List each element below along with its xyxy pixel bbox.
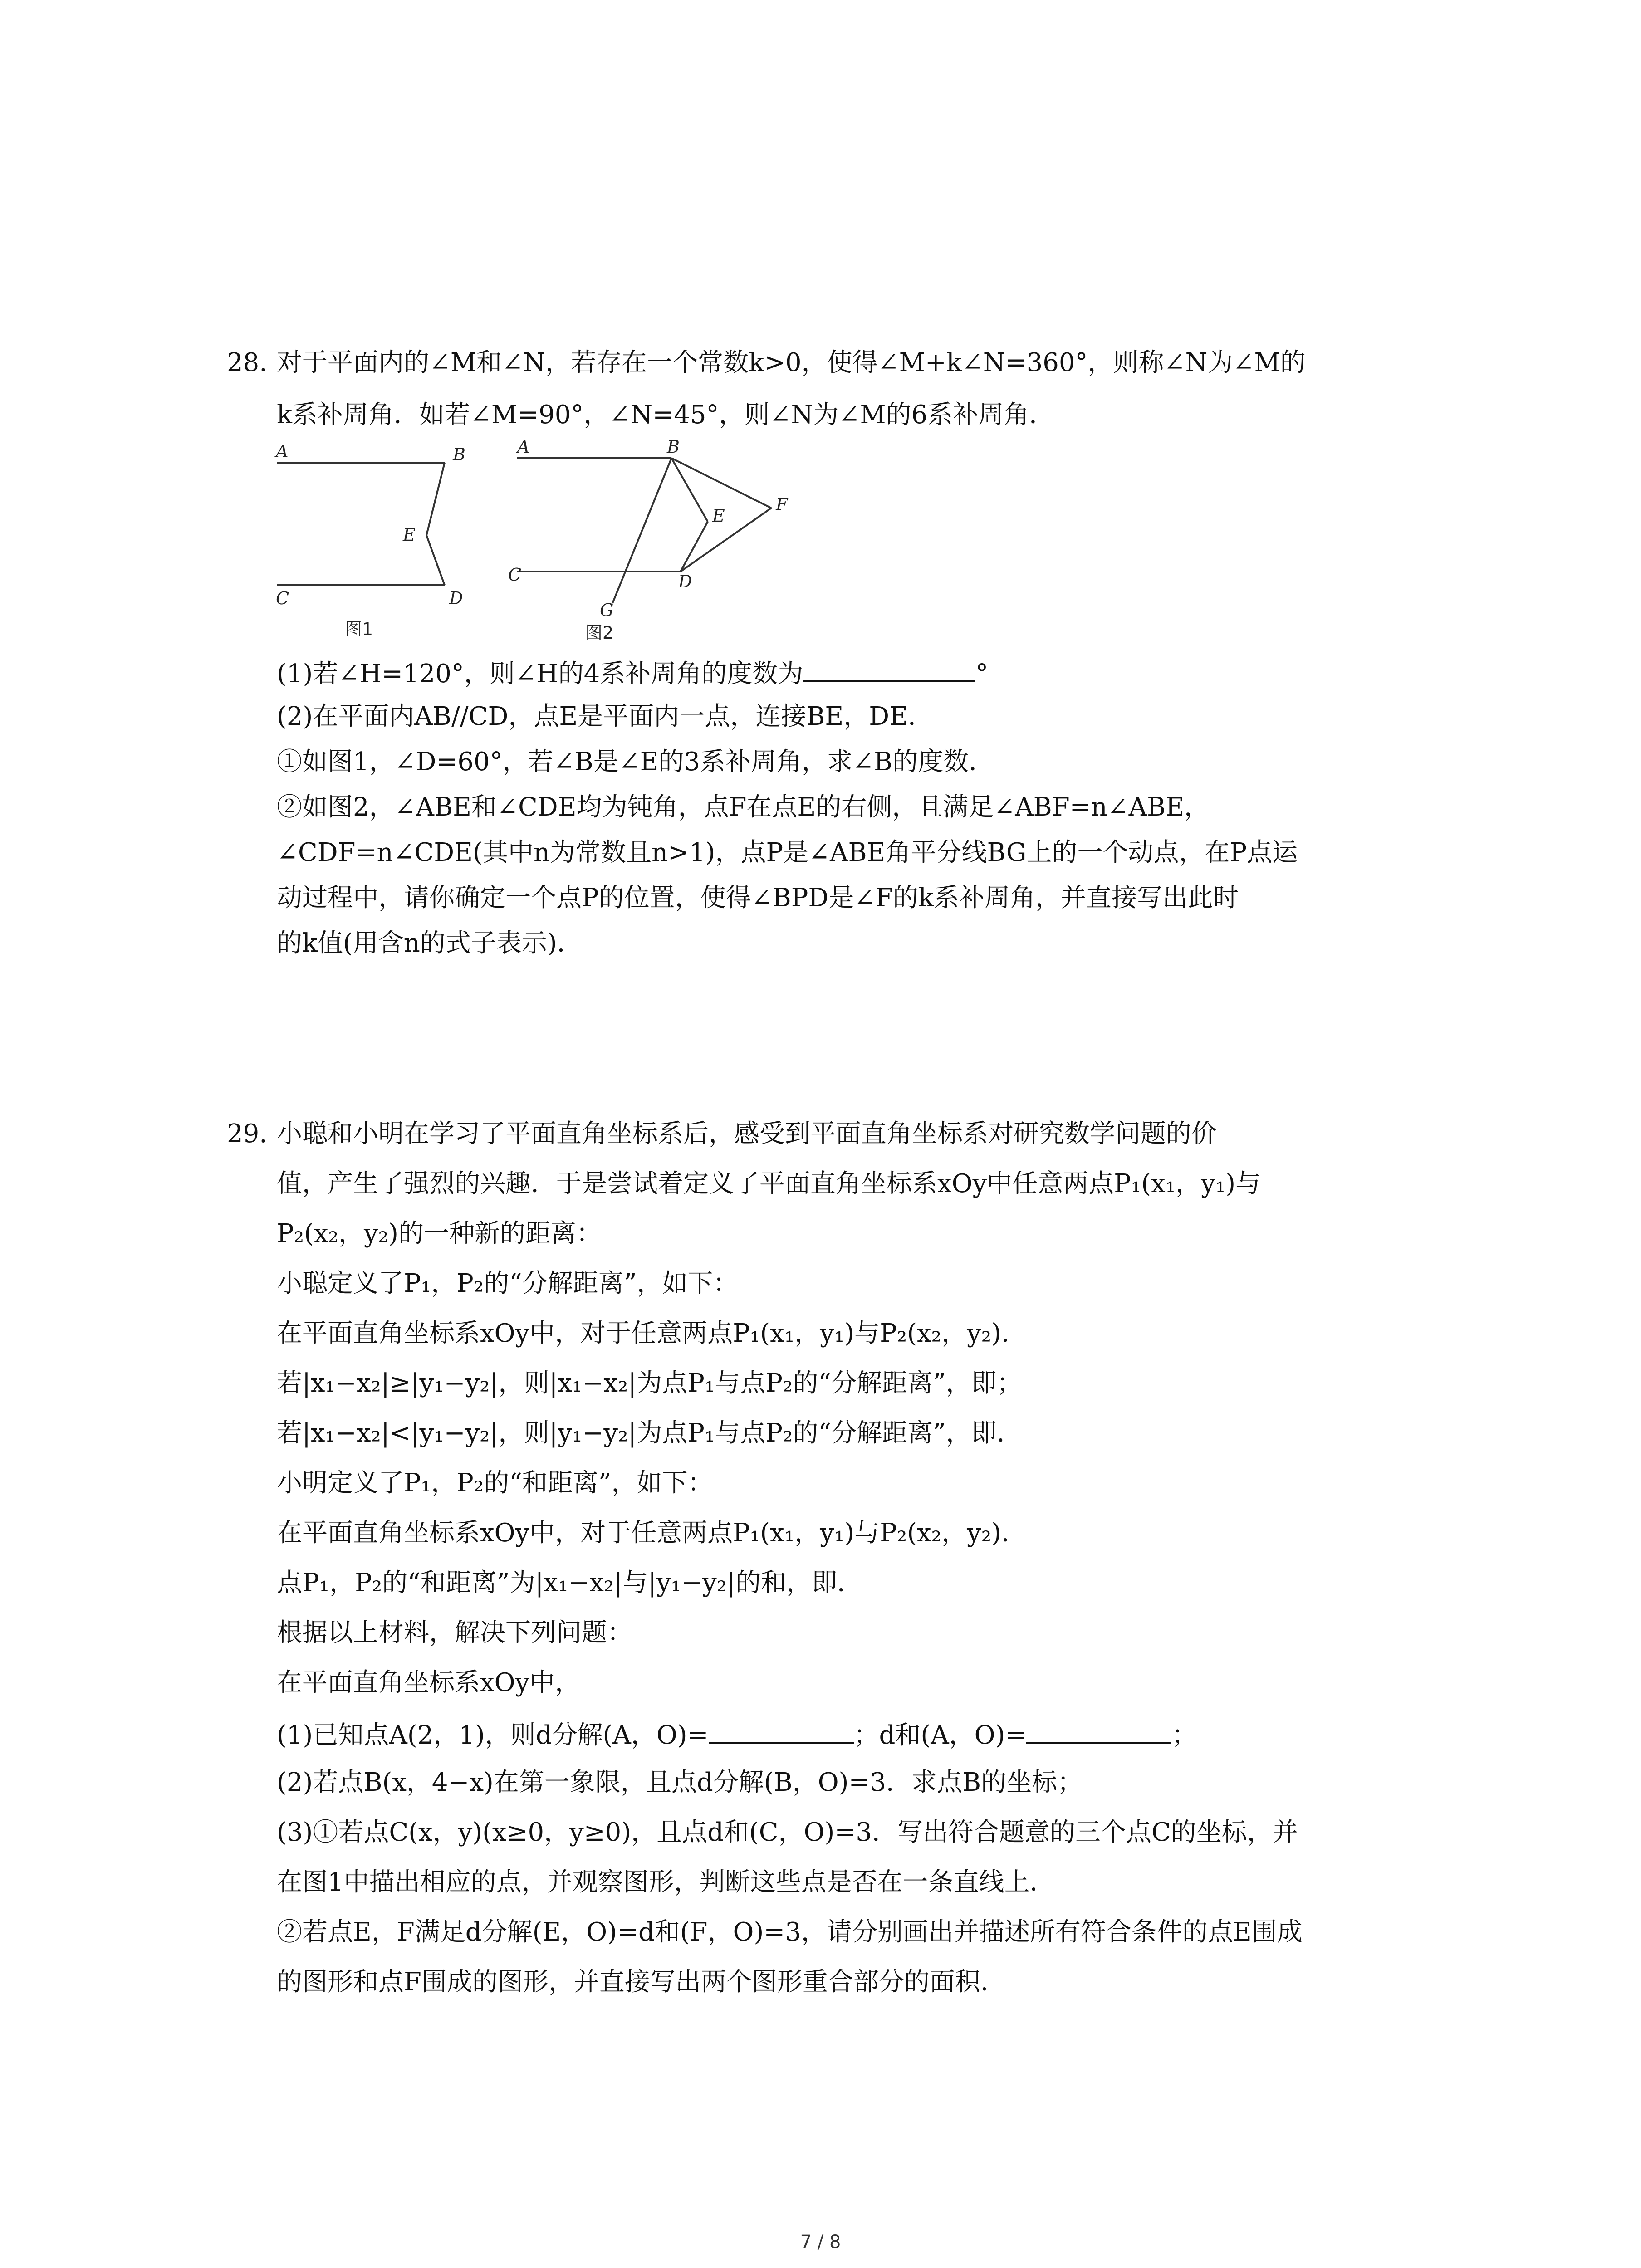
q29-line-10: 点P₁，P₂的“和距离”为|x₁−x₂|与|y₁−y₂|的和，即．	[277, 1568, 863, 1598]
fig2-label-c: C	[508, 565, 522, 585]
fig2-label-a: A	[517, 437, 530, 457]
q29-line-6: 若|x₁−x₂|≥|y₁−y₂|，则|x₁−x₂|为点P₁与点P₂的“分解距离”，即；	[277, 1369, 1022, 1398]
q29-line-4: 小聪定义了P₁，P₂的“分解距离”，如下：	[277, 1269, 739, 1298]
q28-part2-2-line-3: 动过程中，请你确定一个点P的位置，使得∠BPD是∠F的k系补周角，并直接写出此时	[277, 883, 1239, 913]
q28-part2-2-line-2: ∠CDF=n∠CDE(其中n为常数且n>1)，点P是∠ABE角平分线BG上的一个动点，在P点运	[277, 838, 1298, 867]
q28-part2-1: ①如图1，∠D=60°，若∠B是∠E的3系补周角，求∠B的度数．	[277, 747, 994, 777]
q29-line-9: 在平面直角坐标系xOy中，对于任意两点P₁(x₁，y₁)与P₂(x₂，y₂)．	[277, 1518, 1027, 1548]
fig2-label-b: B	[667, 437, 680, 457]
q29-line-7: 若|x₁−x₂|<|y₁−y₂|，则|y₁−y₂|为点P₁与点P₂的“分解距离”，即．	[277, 1418, 1022, 1448]
q28-line-1: 对于平面内的∠M和∠N，若存在一个常数k>0，使得∠M+k∠N=360°，则称∠N为∠M的	[277, 348, 1306, 377]
fig2-label-d: D	[678, 572, 692, 591]
q28-line-2: k系补周角．如若∠M=90°，∠N=45°，则∠N为∠M的6系补周角．	[277, 400, 1055, 430]
q28-part2-2-line-4: 的k值(用含n的式子表示)．	[277, 929, 583, 958]
q28-part1	[277, 653, 988, 692]
q29-line-5: 在平面直角坐标系xOy中，对于任意两点P₁(x₁，y₁)与P₂(x₂，y₂)．	[277, 1319, 1027, 1348]
fig1-caption: 图1	[345, 619, 373, 639]
q28-number: 28.	[227, 348, 268, 377]
q29-part1-c: ；	[1171, 1721, 1197, 1750]
fig2-label-f: F	[776, 494, 788, 514]
q28-part1-blank[interactable]	[803, 653, 975, 682]
q29-part1-blank-2[interactable]	[1026, 1715, 1171, 1744]
q29-number: 29.	[227, 1119, 268, 1149]
q29-part3-line-2: 在图1中描出相应的点，并观察图形，判断这些点是否在一条直线上．	[277, 1867, 1055, 1897]
figure-2	[517, 458, 771, 603]
q29-line-8: 小明定义了P₁，P₂的“和距离”，如下：	[277, 1468, 713, 1498]
q29-part3-line-4: 的图形和点F围成的图形，并直接写出两个图形重合部分的面积．	[277, 1967, 1006, 1997]
fig2-label-e: E	[712, 506, 725, 526]
q28-part1-text: (1)若∠H=120°，则∠H的4系补周角的度数为	[277, 659, 803, 689]
q29-part1-blank-1[interactable]	[709, 1715, 854, 1744]
page-number: 7 / 8	[800, 2232, 841, 2253]
fig1-label-e: E	[403, 525, 416, 545]
q29-part1	[277, 1715, 1197, 1754]
fig2-caption: 图2	[585, 623, 614, 643]
q28-part2: (2)在平面内AB//CD，点E是平面内一点，连接BE，DE．	[277, 702, 934, 731]
fig1-label-b: B	[453, 445, 465, 464]
q29-line-11: 根据以上材料，解决下列问题：	[277, 1618, 632, 1647]
q29-part3-line-1: (3)①若点C(x，y)(x≥0，y≥0)，且点d和(C，O)=3．写出符合题意的三个点C的坐标，并	[277, 1818, 1298, 1847]
q28-part1-degree: °	[975, 659, 989, 689]
figure-1	[277, 463, 445, 585]
q28-figures	[272, 435, 907, 644]
q29-part1-a: (1)已知点A(2，1)，则d分解(A，O)=	[277, 1721, 709, 1750]
q29-line-1: 小聪和小明在学习了平面直角坐标系后，感受到平面直角坐标系对研究数学问题的价	[277, 1119, 1217, 1149]
fig1-label-d: D	[449, 588, 463, 608]
q29-line-12: 在平面直角坐标系xOy中，	[277, 1668, 581, 1697]
q29-line-3: P₂(x₂，y₂)的一种新的距离：	[277, 1219, 602, 1248]
q29-part3-line-3: ②若点E，F满足d分解(E，O)=d和(F，O)=3，请分别画出并描述所有符合条件的点E围成	[277, 1917, 1303, 1947]
q29-part2: (2)若点B(x，4−x)在第一象限，且点d分解(B，O)=3．求点B的坐标；	[277, 1768, 1083, 1797]
fig2-label-g: G	[600, 600, 614, 620]
fig1-label-c: C	[276, 588, 289, 608]
fig1-label-a: A	[276, 441, 289, 461]
q29-part1-b: ；d和(A，O)=	[853, 1721, 1027, 1750]
q29-line-2: 值，产生了强烈的兴趣．于是尝试着定义了平面直角坐标系xOy中任意两点P₁(x₁，y₁)与	[277, 1169, 1261, 1198]
q28-part2-2-line-1: ②如图2，∠ABE和∠CDE均为钝角，点F在点E的右侧，且满足∠ABF=n∠ABE，	[277, 792, 1210, 822]
